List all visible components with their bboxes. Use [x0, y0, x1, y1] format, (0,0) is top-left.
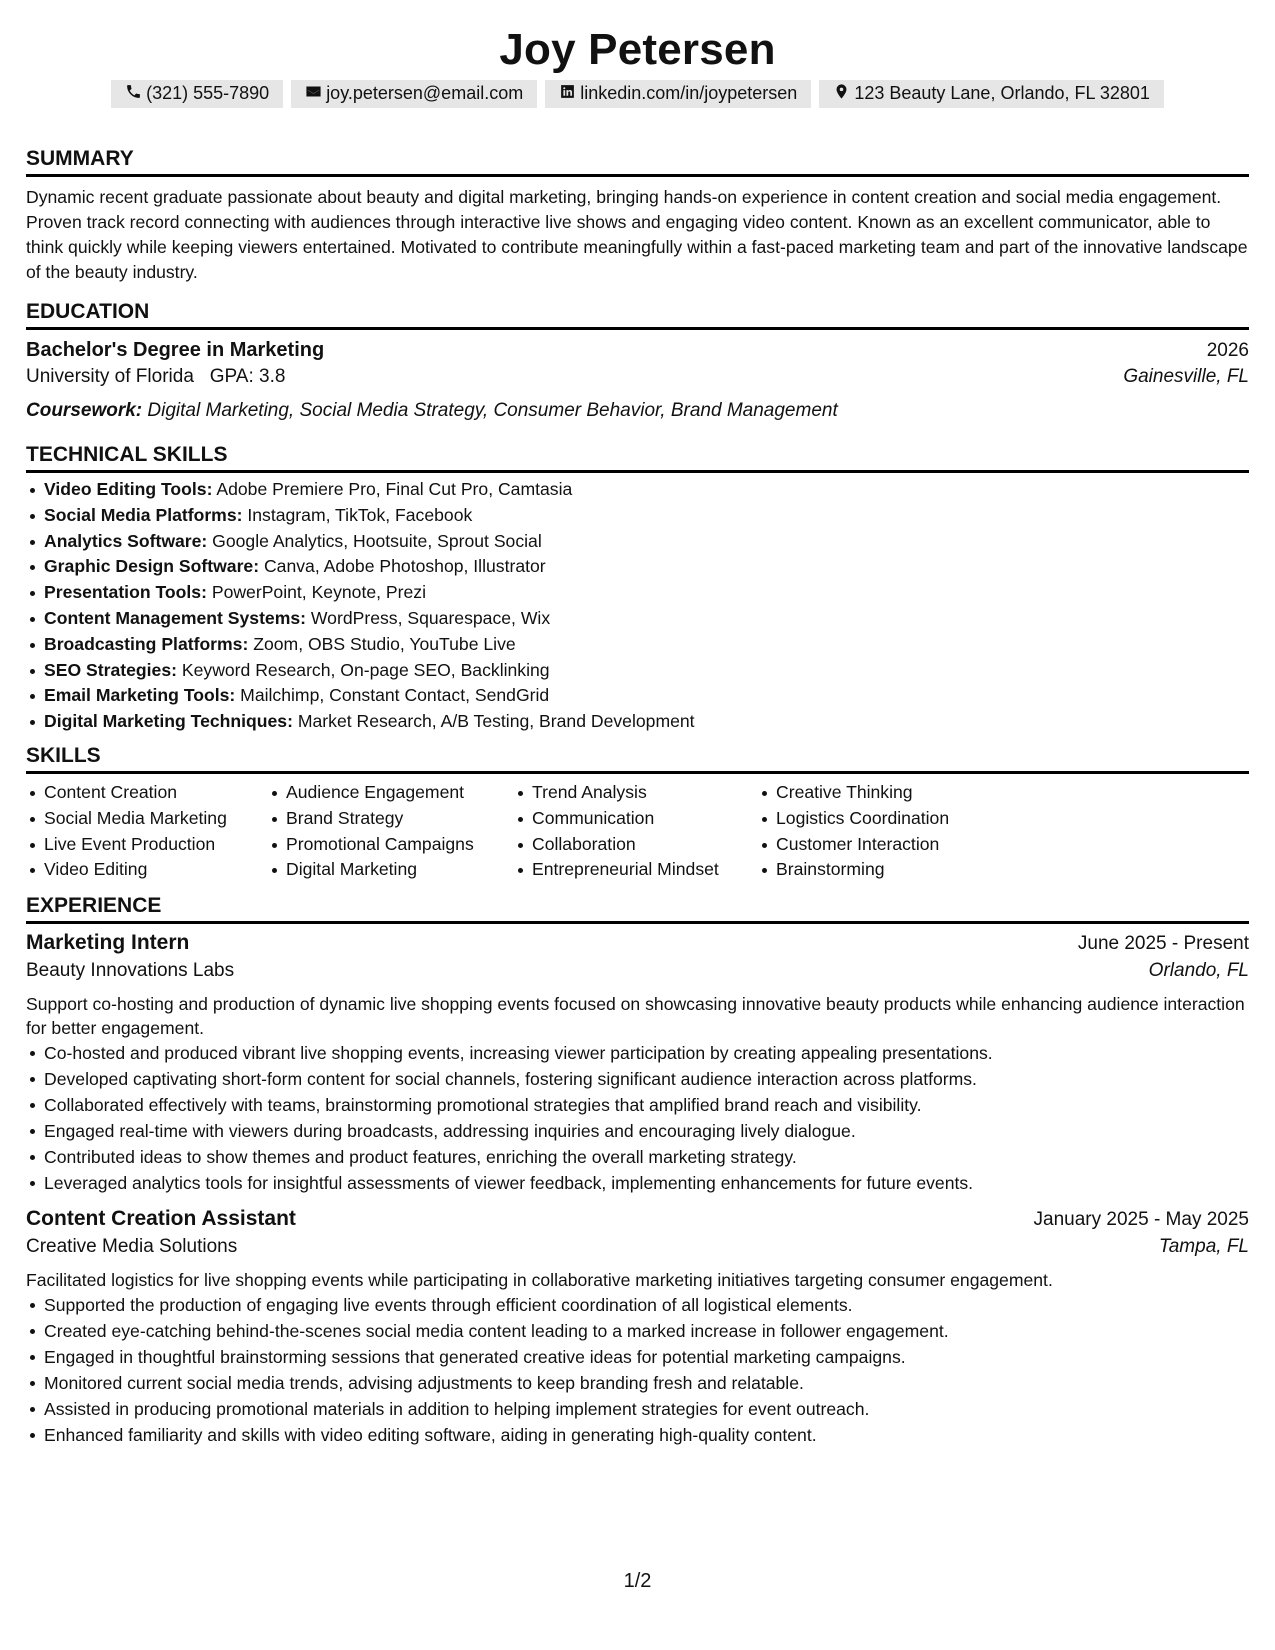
contact-email — [291, 80, 537, 108]
skill-item: Live Event Production — [26, 832, 268, 858]
page-number: 1/2 — [623, 1570, 652, 1592]
job-bullets — [26, 1292, 1249, 1448]
contact-phone — [111, 80, 283, 108]
skill-item: Promotional Campaigns — [268, 832, 514, 858]
skills-section — [26, 743, 1249, 883]
job-bullet: Leveraged analytics tools for insightful assessments of viewer feedback, implementing enhancements for future events. — [26, 1170, 1249, 1196]
technical-skills-list — [26, 477, 1249, 735]
technical-skill-value: Instagram, TikTok, Facebook — [247, 504, 473, 525]
skill-item: Logistics Coordination — [758, 806, 1018, 832]
job-bullet: Developed captivating short-form content for social channels, fostering significant audience interaction across platforms. — [26, 1066, 1249, 1092]
skill-item: Social Media Marketing — [26, 806, 268, 832]
education-heading: EDUCATION — [26, 299, 1249, 330]
technical-skill-label: Digital Marketing Techniques: — [44, 711, 293, 732]
technical-skill-value: Mailchimp, Constant Contact, SendGrid — [240, 685, 550, 706]
job-header-row — [26, 1206, 1249, 1236]
job-location: Tampa, FL — [1158, 1236, 1249, 1258]
technical-skill-value: Keyword Research, On-page SEO, Backlinking — [181, 659, 550, 680]
technical-skill-label: Social Media Platforms: — [44, 504, 243, 525]
job-bullet: Contributed ideas to show themes and product features, enriching the overall marketing strategy. — [26, 1144, 1249, 1170]
summary-text: Dynamic recent graduate passionate about beauty and digital marketing, bringing hands-on experience in content creation and social media engagement. Proven track record connecting with audiences through interactive live shows and engaging video content. Known as an excellent communicator, able to think quickly while keeping viewers entertained. Motivated to contribute meaningfully within a fast-paced marketing team and part of the innovative landscape of the beauty industry. — [26, 187, 1248, 282]
technical-skill-label: SEO Strategies: — [44, 659, 177, 680]
job-summary: Facilitated logistics for live shopping events while participating in collaborative marketing initiatives targeting consumer engagement. — [26, 1270, 1053, 1291]
technical-skill-item — [26, 529, 1249, 555]
technical-skills-section — [26, 442, 1249, 735]
job-bullet: Monitored current social media trends, advising adjustments to keep branding fresh and relatable. — [26, 1370, 1249, 1396]
address-text: 123 Beauty Lane, Orlando, FL 32801 — [854, 83, 1150, 104]
technical-skill-value: Google Analytics, Hootsuite, Sprout Social — [212, 530, 542, 551]
job-bullet: Assisted in producing promotional materials in addition to helping implement strategies for event outreach. — [26, 1396, 1249, 1422]
graduation-year: 2026 — [1206, 340, 1249, 361]
skill-item: Entrepreneurial Mindset — [514, 857, 758, 883]
technical-skill-item — [26, 554, 1249, 580]
technical-skill-value: Canva, Adobe Photoshop, Illustrator — [263, 556, 546, 577]
degree-title: Bachelor's Degree in Marketing — [26, 339, 325, 361]
job-company: Creative Media Solutions — [26, 1236, 238, 1258]
education-section — [26, 299, 1249, 426]
coursework-label: Coursework: — [26, 400, 143, 421]
skill-item: Creative Thinking — [758, 780, 1018, 806]
job-dates: January 2025 - May 2025 — [1033, 1209, 1249, 1231]
technical-skill-label: Email Marketing Tools: — [44, 685, 236, 706]
job-bullet: Supported the production of engaging live events through efficient coordination of all logistical elements. — [26, 1292, 1249, 1318]
technical-skill-item — [26, 503, 1249, 529]
technical-skill-label: Broadcasting Platforms: — [44, 633, 249, 654]
technical-skill-item — [26, 683, 1249, 709]
technical-skill-item — [26, 632, 1249, 658]
job-company: Beauty Innovations Labs — [26, 960, 235, 982]
job-role: Marketing Intern — [26, 931, 190, 955]
job-bullet: Co-hosted and produced vibrant live shopping events, increasing viewer participation by creating appealing presentations. — [26, 1040, 1249, 1066]
experience-heading: EXPERIENCE — [26, 893, 1249, 924]
job-bullet: Engaged real-time with viewers during broadcasts, addressing inquiries and encouraging lively dialogue. — [26, 1118, 1249, 1144]
skill-item: Content Creation — [26, 780, 268, 806]
job-bullet: Engaged in thoughtful brainstorming sessions that generated creative ideas for potential marketing campaigns. — [26, 1344, 1249, 1370]
job-location: Orlando, FL — [1148, 960, 1249, 982]
phone-icon — [125, 83, 146, 106]
skill-item: Brand Strategy — [268, 806, 514, 832]
job-bullets — [26, 1040, 1249, 1196]
skill-item: Brainstorming — [758, 857, 1018, 883]
technical-skill-item — [26, 709, 1249, 735]
experience-section — [26, 893, 1249, 1448]
technical-skill-value: Market Research, A/B Testing, Brand Development — [297, 711, 695, 732]
job-header-row — [26, 930, 1249, 960]
technical-skill-value: Adobe Premiere Pro, Final Cut Pro, Camtasia — [216, 479, 573, 499]
map-pin-icon — [833, 83, 854, 106]
technical-skill-label: Analytics Software: — [44, 530, 208, 551]
technical-skill-item — [26, 477, 1249, 503]
technical-skill-item — [26, 580, 1249, 606]
technical-skills-heading: TECHNICAL SKILLS — [26, 442, 1249, 473]
technical-skill-value: PowerPoint, Keynote, Prezi — [211, 582, 426, 603]
summary-heading: SUMMARY — [26, 146, 1249, 177]
job-entry — [26, 930, 1249, 1196]
skill-item: Trend Analysis — [514, 780, 758, 806]
skill-item: Video Editing — [26, 857, 268, 883]
skill-item: Audience Engagement — [268, 780, 514, 806]
skills-column — [514, 780, 758, 883]
technical-skill-value: Zoom, OBS Studio, YouTube Live — [253, 633, 516, 654]
skills-grid — [26, 780, 1249, 883]
skills-column — [26, 780, 268, 883]
linkedin-text: linkedin.com/in/joypetersen — [580, 83, 798, 104]
skills-column — [268, 780, 514, 883]
job-bullet: Enhanced familiarity and skills with video editing software, aiding in generating high-quality content. — [26, 1422, 1249, 1448]
job-role: Content Creation Assistant — [26, 1207, 296, 1231]
job-bullet: Created eye-catching behind-the-scenes social media content leading to a marked increase in follower engagement. — [26, 1318, 1249, 1344]
skill-item: Communication — [514, 806, 758, 832]
job-summary: Support co-hosting and production of dynamic live shopping events focused on showcasing innovative beauty products while enhancing audience interaction for better engagement. — [26, 994, 1245, 1039]
candidate-name: Joy Petersen — [499, 25, 776, 74]
skill-item: Customer Interaction — [758, 832, 1018, 858]
job-bullet: Collaborated effectively with teams, brainstorming promotional strategies that amplified brand reach and visibility. — [26, 1092, 1249, 1118]
job-dates: June 2025 - Present — [1077, 933, 1249, 955]
technical-skill-label: Presentation Tools: — [44, 582, 207, 603]
linkedin-icon — [559, 83, 580, 106]
coursework — [26, 396, 1249, 426]
school-location: Gainesville, FL — [1123, 366, 1249, 387]
skills-column — [758, 780, 1018, 883]
job-company-row — [26, 960, 1249, 992]
contact-linkedin — [545, 80, 811, 108]
technical-skill-label: Content Management Systems: — [44, 607, 306, 628]
skills-heading: SKILLS — [26, 743, 1249, 774]
contact-bar — [26, 80, 1249, 108]
skill-item: Collaboration — [514, 832, 758, 858]
school-name: University of Florida — [26, 366, 194, 387]
email-text: joy.petersen@email.com — [326, 83, 524, 104]
summary-section — [26, 146, 1249, 285]
contact-address — [819, 80, 1164, 108]
technical-skill-item — [26, 606, 1249, 632]
phone-text: (321) 555-7890 — [146, 83, 270, 104]
skill-item: Digital Marketing — [268, 857, 514, 883]
job-entry — [26, 1206, 1249, 1448]
gpa: GPA: 3.8 — [209, 366, 286, 387]
experience-list — [26, 930, 1249, 1448]
technical-skill-label: Video Editing Tools: — [44, 479, 213, 499]
technical-skill-item — [26, 658, 1249, 684]
education-school-row — [26, 366, 1249, 396]
technical-skill-value: WordPress, Squarespace, Wix — [310, 607, 551, 628]
job-company-row — [26, 1236, 1249, 1268]
technical-skill-label: Graphic Design Software: — [44, 556, 260, 577]
coursework-list: Digital Marketing, Social Media Strategy, Consumer Behavior, Brand Management — [147, 400, 838, 421]
envelope-icon — [305, 83, 326, 106]
education-degree-row — [26, 338, 1249, 366]
